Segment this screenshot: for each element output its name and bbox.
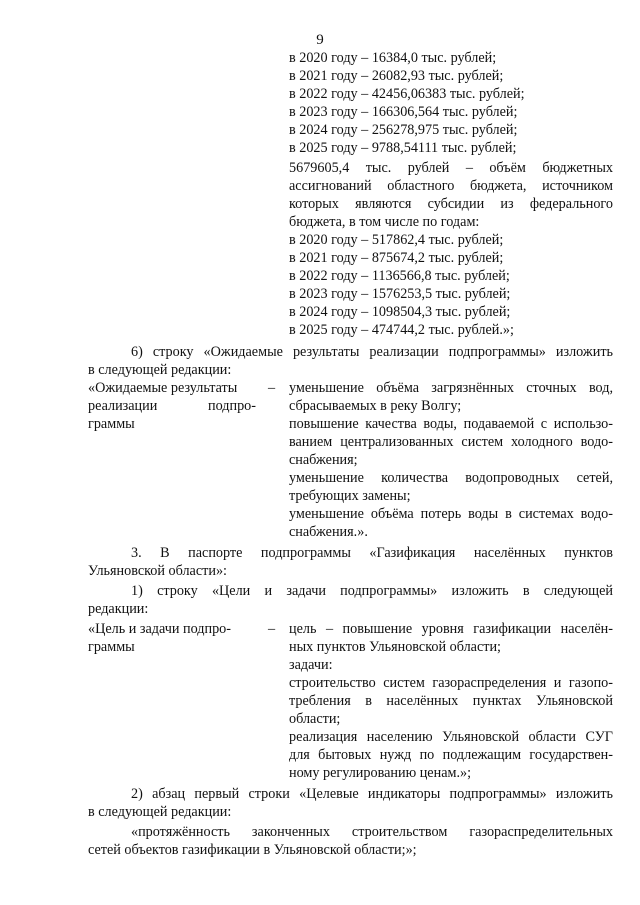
row-label: реализации подпро- [88,398,256,414]
page-number: 9 [316,32,324,48]
row-text: области; [289,711,341,727]
row-text: ных пунктов Ульяновской области; [289,639,501,655]
dash-separator: – [268,621,276,637]
row-text: снабжения; [289,452,358,468]
row-text: задачи: [289,657,333,673]
row-label: «Цель и задачи подпро- [88,621,231,637]
row-text: уменьшение количества водопроводных сетей, [289,470,613,486]
text-line: в следующей редакции: [88,804,232,820]
dash-separator: – [268,380,276,396]
row-text: строительство систем газораспределения и газопо- [289,675,613,691]
row-label: «Ожидаемые результаты [88,380,238,396]
row-label: граммы [88,639,135,655]
row-text: снабжения.». [289,524,368,540]
list-item: в 2020 году – 517862,4 тыс. рублей; [289,232,504,248]
list-item: в 2022 году – 42456,06383 тыс. рублей; [289,86,525,102]
list-item: в 2021 году – 875674,2 тыс. рублей; [289,250,504,266]
row-label: граммы [88,416,135,432]
text-line: 1) строку «Цели и задачи подпрограммы» изложить в следующей [131,583,613,599]
row-text: ванием централизованных систем холодного водо- [289,434,613,450]
list-item: в 2025 году – 9788,54111 тыс. рублей; [289,140,517,156]
list-item: в 2024 году – 1098504,3 тыс. рублей; [289,304,511,320]
list-item: в 2023 году – 166306,564 тыс. рублей; [289,104,518,120]
row-text: уменьшение объёма загрязнённых сточных вод, [289,380,613,396]
text-line: Ульяновской области»: [88,563,227,579]
text-line: 2) абзац первый строки «Целевые индикаторы подпрограммы» изложить [131,786,613,802]
text-line: 5679605,4 тыс. рублей – объём бюджетных [289,160,613,176]
list-item: в 2022 году – 1136566,8 тыс. рублей; [289,268,510,284]
list-item: в 2024 году – 256278,975 тыс. рублей; [289,122,518,138]
list-item: в 2020 году – 16384,0 тыс. рублей; [289,50,497,66]
list-item: в 2025 году – 474744,2 тыс. рублей.»; [289,322,514,338]
text-line: бюджета, в том числе по годам: [289,214,480,230]
text-line: в следующей редакции: [88,362,232,378]
text-line: редакции: [88,601,149,617]
row-text: повышение качества воды, подаваемой с использо- [289,416,613,432]
text-line: 3. В паспорте подпрограммы «Газификация населённых пунктов [131,545,613,561]
row-text: требления в населённых пунктах Ульяновской [289,693,613,709]
text-line: сетей объектов газификации в Ульяновской области;»; [88,842,417,858]
text-line: 6) строку «Ожидаемые результаты реализации подпрограммы» изложить [131,344,613,360]
row-text: цель – повышение уровня газификации населён- [289,621,613,637]
text-line: ассигнований областного бюджета, источником [289,178,613,194]
row-text: реализация населению Ульяновской области СУГ [289,729,613,745]
text-line: которых являются субсидии из федерального [289,196,613,212]
row-text: требующих замены; [289,488,411,504]
row-text: ному регулированию ценам.»; [289,765,472,781]
text-line: «протяжённость законченных строительством газораспределительных [131,824,613,840]
list-item: в 2023 году – 1576253,5 тыс. рублей; [289,286,511,302]
list-item: в 2021 году – 26082,93 тыс. рублей; [289,68,504,84]
row-text: для бытовых нужд по подлежащим государствен- [289,747,613,763]
row-text: уменьшение объёма потерь воды в системах водо- [289,506,613,522]
row-text: сбрасываемых в реку Волгу; [289,398,462,414]
